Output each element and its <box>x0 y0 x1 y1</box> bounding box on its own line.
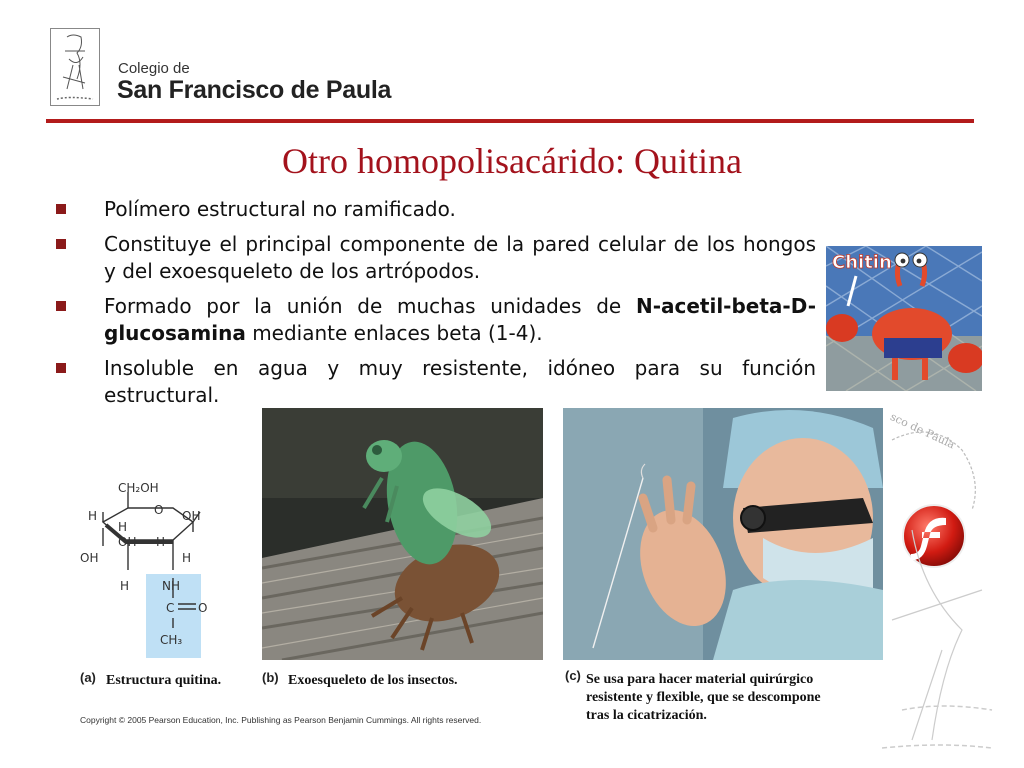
bullet-square-icon <box>56 301 66 311</box>
bullet-square-icon <box>56 204 66 214</box>
caption-c-line: tras la cicatrización. <box>586 708 707 723</box>
chitin-structure-diagram <box>78 478 228 658</box>
school-name-line2: San Francisco de Paula <box>117 76 392 104</box>
bullet-item <box>56 355 816 409</box>
chem-label-h-c3: H <box>156 535 166 549</box>
decorative-sketch <box>882 410 1002 760</box>
chem-label-nh: NH <box>162 579 180 593</box>
chem-label-oh-c4: OH <box>118 535 137 549</box>
bullet-square-icon <box>56 363 66 373</box>
chem-label-o-carbonyl: O <box>198 601 208 615</box>
school-crest-logo <box>50 28 100 106</box>
caption-c-line: Se usa para hacer material quirúrgico <box>586 672 814 687</box>
copyright-notice: Copyright © 2005 Pearson Education, Inc. Publishing as Pearson Benjamin Cummings. All rights reserved. <box>80 715 482 725</box>
bullet-square-icon <box>56 239 66 249</box>
caption-c-letter: (c) <box>565 668 581 683</box>
bullet-item <box>56 196 816 223</box>
chem-label-oh-tr: OH <box>182 509 201 523</box>
insect-exoskeleton-photo <box>262 408 543 660</box>
bullet-text-bold: N-acetil-beta-D-glucosamina <box>104 294 816 345</box>
surgeon-suture-photo <box>563 408 883 660</box>
bullet-text: Insoluble en agua y muy resistente, idóneo para su función estructural. <box>104 356 816 407</box>
sketch-text: sco de Paula <box>888 410 957 452</box>
bullet-list <box>56 196 816 417</box>
bullet-item <box>56 293 816 347</box>
chem-label-h-bottom: H <box>120 579 130 593</box>
bullet-text-post: mediante enlaces beta (1-4). <box>245 321 543 345</box>
caption-a-letter: (a) <box>80 670 96 685</box>
bullet-text: Constituye el principal componente de la pared celular de los hongos y del exoesqueleto de los artrópodos. <box>104 232 816 283</box>
school-name-line1: Colegio de <box>118 60 190 77</box>
chem-label-h-c4: H <box>118 520 128 534</box>
chem-label-ch3: CH₃ <box>160 633 183 647</box>
caption-c-text <box>586 671 821 725</box>
chem-label-h-right: H <box>182 551 192 565</box>
bullet-item <box>56 231 816 285</box>
chem-label-ch2oh: CH₂OH <box>118 481 159 495</box>
school-crest-icon <box>51 29 99 105</box>
chem-label-oh-left: OH <box>80 551 99 565</box>
caption-a-text: Estructura quitina. <box>106 673 222 688</box>
chitin-cartoon-image <box>826 246 982 391</box>
header-divider <box>46 119 974 123</box>
caption-c-line: resistente y flexible, que se descompone <box>586 690 821 705</box>
chem-label-h-tl: H <box>88 509 98 523</box>
caption-b-letter: (b) <box>262 670 279 685</box>
chem-label-c: C <box>166 601 175 615</box>
bullet-text: Polímero estructural no ramificado. <box>104 197 456 221</box>
cartoon-label: Chitin <box>832 252 892 273</box>
caption-b-text: Exoesqueleto de los insectos. <box>288 673 458 688</box>
chem-label-o-ring: O <box>154 503 164 517</box>
bullet-text-pre: Formado por la unión de muchas unidades de <box>104 294 636 318</box>
slide-title: Otro homopolisacárido: Quitina <box>282 141 742 181</box>
